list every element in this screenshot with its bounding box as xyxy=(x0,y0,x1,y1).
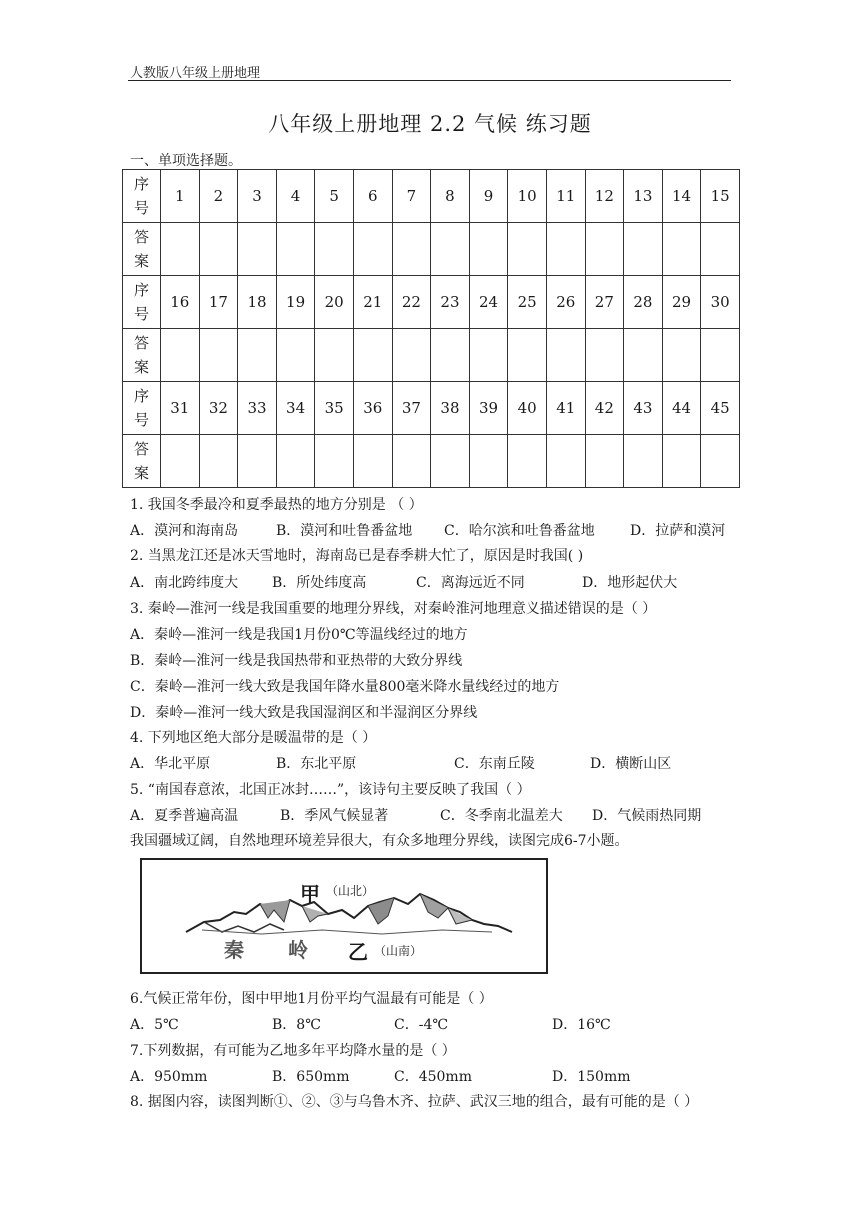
question-8-stem: 8. 据图内容，读图判断①、②、③与乌鲁木齐、拉萨、武汉三地的组合，最有可能的是（ ） xyxy=(130,1094,699,1110)
question-number-cell: 16 xyxy=(161,276,200,329)
row-label-char: 案 xyxy=(133,464,149,482)
answer-cell[interactable] xyxy=(508,435,547,488)
answer-cell[interactable] xyxy=(392,223,431,276)
label-jia: 甲 xyxy=(300,882,320,906)
answer-cell[interactable] xyxy=(353,435,392,488)
question-1-stem: 1. 我国冬季最冷和夏季最热的地方分别是 （ ） xyxy=(130,497,423,513)
qinling-figure xyxy=(140,858,548,974)
question-number-cell: 37 xyxy=(392,382,431,435)
answer-cell[interactable] xyxy=(431,223,470,276)
answer-cell[interactable] xyxy=(392,329,431,382)
answer-cell[interactable] xyxy=(701,435,740,488)
question-number-cell: 3 xyxy=(238,170,277,223)
question-number-cell: 24 xyxy=(469,276,508,329)
q6-option-a: A．5℃ xyxy=(130,1017,179,1033)
answer-cell[interactable] xyxy=(585,435,624,488)
q6-option-b: B．8℃ xyxy=(272,1017,321,1033)
answer-cell[interactable] xyxy=(431,329,470,382)
answer-cell[interactable] xyxy=(161,223,200,276)
header-divider xyxy=(128,80,731,81)
answer-cell[interactable] xyxy=(238,329,277,382)
figure-intro: 我国疆域辽阔，自然地理环境差异很大，有众多地理分界线，读图完成6-7小题。 xyxy=(130,833,629,849)
row-label-char: 答 xyxy=(133,334,149,352)
answer-row xyxy=(123,223,740,276)
question-number-cell: 23 xyxy=(431,276,470,329)
question-number-cell: 30 xyxy=(701,276,740,329)
question-number-cell: 21 xyxy=(353,276,392,329)
row-label-number xyxy=(123,382,161,435)
answer-cell[interactable] xyxy=(431,435,470,488)
row-label-number xyxy=(123,170,161,223)
question-4-stem: 4. 下列地区绝大部分是暖温带的是（ ） xyxy=(130,730,377,746)
row-label-char: 案 xyxy=(133,358,149,376)
answer-cell[interactable] xyxy=(161,329,200,382)
question-6-stem: 6.气候正常年份，图中甲地1月份平均气温最有可能是（ ） xyxy=(130,991,493,1007)
row-label-char: 答 xyxy=(133,440,149,458)
question-number-cell: 35 xyxy=(315,382,354,435)
label-ling: 岭 xyxy=(288,938,308,962)
row-label-char: 序 xyxy=(133,281,149,299)
q3-option-b: B．秦岭—淮河一线是我国热带和亚热带的大致分界线 xyxy=(130,653,463,669)
answer-cell[interactable] xyxy=(469,223,508,276)
number-row xyxy=(123,276,740,329)
row-label-char: 号 xyxy=(133,199,149,217)
question-number-cell: 42 xyxy=(585,382,624,435)
question-number-cell: 41 xyxy=(546,382,585,435)
question-number-cell: 12 xyxy=(585,170,624,223)
question-number-cell: 5 xyxy=(315,170,354,223)
answer-cell[interactable] xyxy=(276,435,315,488)
question-number-cell: 19 xyxy=(276,276,315,329)
question-number-cell: 9 xyxy=(469,170,508,223)
question-number-cell: 40 xyxy=(508,382,547,435)
page-header: 人教版八年级上册地理 xyxy=(130,66,261,81)
answer-cell[interactable] xyxy=(199,329,238,382)
question-number-cell: 11 xyxy=(546,170,585,223)
answer-cell[interactable] xyxy=(469,329,508,382)
q1-option-a: A．漠河和海南岛 xyxy=(130,523,239,539)
row-label-char: 序 xyxy=(133,387,149,405)
answer-row xyxy=(123,329,740,382)
question-number-cell: 10 xyxy=(508,170,547,223)
question-number-cell: 39 xyxy=(469,382,508,435)
answer-cell[interactable] xyxy=(701,223,740,276)
answer-cell[interactable] xyxy=(276,223,315,276)
question-number-cell: 38 xyxy=(431,382,470,435)
label-yi-note: （山南） xyxy=(374,944,423,958)
answer-cell[interactable] xyxy=(662,223,701,276)
question-number-cell: 22 xyxy=(392,276,431,329)
answer-row xyxy=(123,435,740,488)
question-number-cell: 25 xyxy=(508,276,547,329)
question-number-cell: 34 xyxy=(276,382,315,435)
row-label-char: 序 xyxy=(133,175,149,193)
q3-option-c: C．秦岭—淮河一线大致是我国年降水量800毫米降水量线经过的地方 xyxy=(130,679,560,695)
q6-option-c: C．-4℃ xyxy=(394,1017,449,1033)
question-number-cell: 44 xyxy=(662,382,701,435)
q1-option-c: C．哈尔滨和吐鲁番盆地 xyxy=(444,523,595,539)
answer-cell[interactable] xyxy=(508,223,547,276)
answer-cell[interactable] xyxy=(353,223,392,276)
q7-option-c: C．450mm xyxy=(394,1069,472,1085)
answer-cell[interactable] xyxy=(315,329,354,382)
question-3-stem: 3. 秦岭—淮河一线是我国重要的地理分界线，对秦岭淮河地理意义描述错误的是（ ） xyxy=(130,601,657,617)
question-number-cell: 29 xyxy=(662,276,701,329)
q5-option-d: D．气候雨热同期 xyxy=(592,808,702,824)
answer-cell[interactable] xyxy=(662,329,701,382)
q7-option-d: D．150mm xyxy=(552,1069,631,1085)
question-number-cell: 8 xyxy=(431,170,470,223)
row-label-char: 号 xyxy=(133,305,149,323)
answer-cell[interactable] xyxy=(546,435,585,488)
label-qin: 秦 xyxy=(224,938,244,962)
q2-option-c: C．离海远近不同 xyxy=(416,575,525,591)
label-yi: 乙 xyxy=(348,940,368,964)
q5-option-c: C．冬季南北温差大 xyxy=(440,808,563,824)
question-number-cell: 2 xyxy=(199,170,238,223)
question-2-stem: 2. 当黑龙江还是冰天雪地时，海南岛已是春季耕大忙了，原因是时我国( ) xyxy=(130,548,584,564)
answer-cell[interactable] xyxy=(238,223,277,276)
row-label-number xyxy=(123,276,161,329)
answer-cell[interactable] xyxy=(546,223,585,276)
answer-cell[interactable] xyxy=(585,223,624,276)
answer-table xyxy=(122,169,740,488)
q5-option-b: B．季风气候显著 xyxy=(280,808,389,824)
question-number-cell: 15 xyxy=(701,170,740,223)
q4-option-a: A．华北平原 xyxy=(130,756,211,772)
answer-cell[interactable] xyxy=(199,435,238,488)
answer-cell[interactable] xyxy=(353,329,392,382)
number-row xyxy=(123,170,740,223)
answer-cell[interactable] xyxy=(546,329,585,382)
answer-cell[interactable] xyxy=(161,435,200,488)
q7-option-b: B．650mm xyxy=(272,1069,350,1085)
question-number-cell: 32 xyxy=(199,382,238,435)
question-number-cell: 4 xyxy=(276,170,315,223)
answer-cell[interactable] xyxy=(508,329,547,382)
question-number-cell: 31 xyxy=(161,382,200,435)
question-number-cell: 7 xyxy=(392,170,431,223)
question-number-cell: 1 xyxy=(161,170,200,223)
q6-option-d: D．16℃ xyxy=(552,1017,611,1033)
q7-option-a: A．950mm xyxy=(130,1069,208,1085)
question-number-cell: 20 xyxy=(315,276,354,329)
q1-option-b: B．漠河和吐鲁番盆地 xyxy=(276,523,413,539)
q2-option-b: B．所处纬度高 xyxy=(272,575,367,591)
answer-cell[interactable] xyxy=(315,223,354,276)
question-number-cell: 36 xyxy=(353,382,392,435)
question-number-cell: 14 xyxy=(662,170,701,223)
row-label-answer xyxy=(123,435,161,488)
q5-option-a: A．夏季普遍高温 xyxy=(130,808,239,824)
row-label-char: 号 xyxy=(133,411,149,429)
question-number-cell: 6 xyxy=(353,170,392,223)
question-number-cell: 18 xyxy=(238,276,277,329)
answer-cell[interactable] xyxy=(315,435,354,488)
row-label-answer xyxy=(123,329,161,382)
q4-option-b: B．东北平原 xyxy=(276,756,357,772)
answer-cell[interactable] xyxy=(701,329,740,382)
q4-option-d: D．横断山区 xyxy=(590,756,672,772)
q3-option-d: D．秦岭—淮河一线大致是我国湿润区和半湿润区分界线 xyxy=(130,705,478,721)
mountain-sketch xyxy=(142,860,546,972)
answer-cell[interactable] xyxy=(276,329,315,382)
q2-option-d: D．地形起伏大 xyxy=(582,575,678,591)
question-number-cell: 43 xyxy=(624,382,663,435)
question-7-stem: 7.下列数据，有可能为乙地多年平均降水量的是（ ） xyxy=(130,1043,456,1059)
row-label-char: 案 xyxy=(133,252,149,270)
question-number-cell: 26 xyxy=(546,276,585,329)
question-number-cell: 33 xyxy=(238,382,277,435)
number-row xyxy=(123,382,740,435)
q4-option-c: C．东南丘陵 xyxy=(454,756,535,772)
q3-option-a: A．秦岭—淮河一线是我国1月份0℃等温线经过的地方 xyxy=(130,627,468,643)
answer-cell[interactable] xyxy=(585,329,624,382)
row-label-answer xyxy=(123,223,161,276)
row-label-char: 答 xyxy=(133,228,149,246)
answer-cell[interactable] xyxy=(392,435,431,488)
q2-option-a: A．南北跨纬度大 xyxy=(130,575,239,591)
answer-cell[interactable] xyxy=(624,223,663,276)
answer-cell[interactable] xyxy=(199,223,238,276)
answer-cell[interactable] xyxy=(624,435,663,488)
answer-cell[interactable] xyxy=(469,435,508,488)
question-number-cell: 45 xyxy=(701,382,740,435)
question-number-cell: 28 xyxy=(624,276,663,329)
question-number-cell: 27 xyxy=(585,276,624,329)
question-5-stem: 5. “南国春意浓，北国正冰封……”，该诗句主要反映了我国（ ） xyxy=(130,782,531,798)
answer-cell[interactable] xyxy=(662,435,701,488)
answer-cell[interactable] xyxy=(624,329,663,382)
q1-option-d: D．拉萨和漠河 xyxy=(630,523,726,539)
question-number-cell: 17 xyxy=(199,276,238,329)
section-heading: 一、单项选择题。 xyxy=(130,153,242,169)
question-number-cell: 13 xyxy=(624,170,663,223)
answer-cell[interactable] xyxy=(238,435,277,488)
document-title: 八年级上册地理 2.2 气候 练习题 xyxy=(268,112,592,136)
label-jia-note: （山北） xyxy=(326,884,375,898)
